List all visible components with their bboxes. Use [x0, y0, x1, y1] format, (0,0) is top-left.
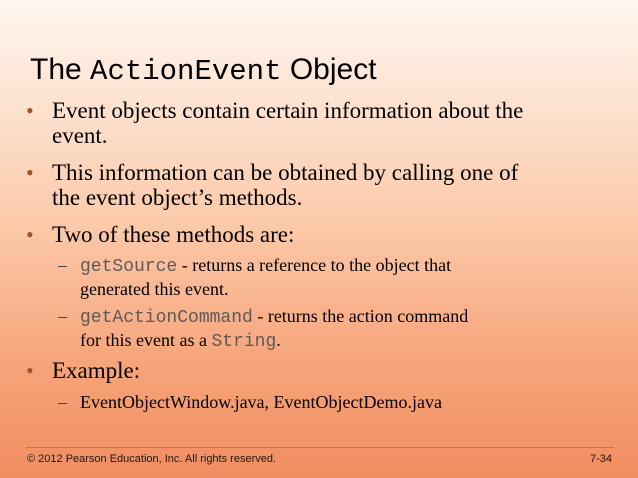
- title-text-start: The: [30, 53, 82, 86]
- sub-item-3: [58, 391, 578, 413]
- sub-text-1: [80, 254, 570, 300]
- dash-icon: –: [58, 306, 67, 326]
- bullet-1-line-2: event.: [52, 123, 108, 148]
- sub-2-line-2-end: .: [276, 330, 281, 350]
- type-name-string: String: [211, 332, 277, 352]
- title-code-term: ActionEvent: [90, 55, 282, 88]
- sub-1-line-1: - returns a reference to the object that: [177, 255, 452, 275]
- bullet-icon: •: [26, 160, 34, 185]
- bullet-icon: •: [26, 358, 34, 383]
- sub-2-line-1: - returns the action command: [252, 306, 469, 326]
- method-name-getsource: getSource: [80, 257, 178, 277]
- bullet-2-line-1: This information can be obtained by calling one of: [52, 160, 519, 185]
- slide-number: 7-34: [589, 453, 612, 465]
- sub-item-1: [58, 254, 578, 298]
- dash-icon: –: [58, 255, 67, 275]
- bullet-item-4: [26, 358, 586, 383]
- bullet-1-line-1: Event objects contain certain information about the: [52, 98, 524, 123]
- sub-text-2: [80, 305, 570, 353]
- bullet-text-4: Example:: [52, 358, 141, 383]
- copyright-text: © 2012 Pearson Education, Inc. All rights reserved.: [27, 453, 277, 465]
- bullet-item-2: [26, 160, 586, 210]
- bullet-2-line-2: the event object’s methods.: [52, 185, 303, 210]
- bullet-text-1: [52, 98, 592, 148]
- slide-title: [30, 52, 377, 90]
- bullet-text-2: [52, 160, 592, 210]
- method-name-getactioncommand: getActionCommand: [80, 308, 253, 328]
- bullet-icon: •: [26, 98, 34, 123]
- bullet-item-3: [26, 222, 586, 247]
- dash-icon: –: [58, 392, 67, 412]
- sub-item-2: [58, 305, 578, 352]
- footer-divider: [26, 447, 614, 448]
- bullet-text-3: Two of these methods are:: [52, 222, 295, 247]
- sub-2-line-2-start: for this event as a: [80, 330, 212, 350]
- sub-1-line-2: generated this event.: [80, 279, 229, 299]
- bullet-item-1: [26, 98, 586, 148]
- title-text-end: Object: [289, 53, 377, 86]
- sub-text-3: EventObjectWindow.java, EventObjectDemo.java: [80, 392, 442, 412]
- bullet-icon: •: [26, 222, 34, 247]
